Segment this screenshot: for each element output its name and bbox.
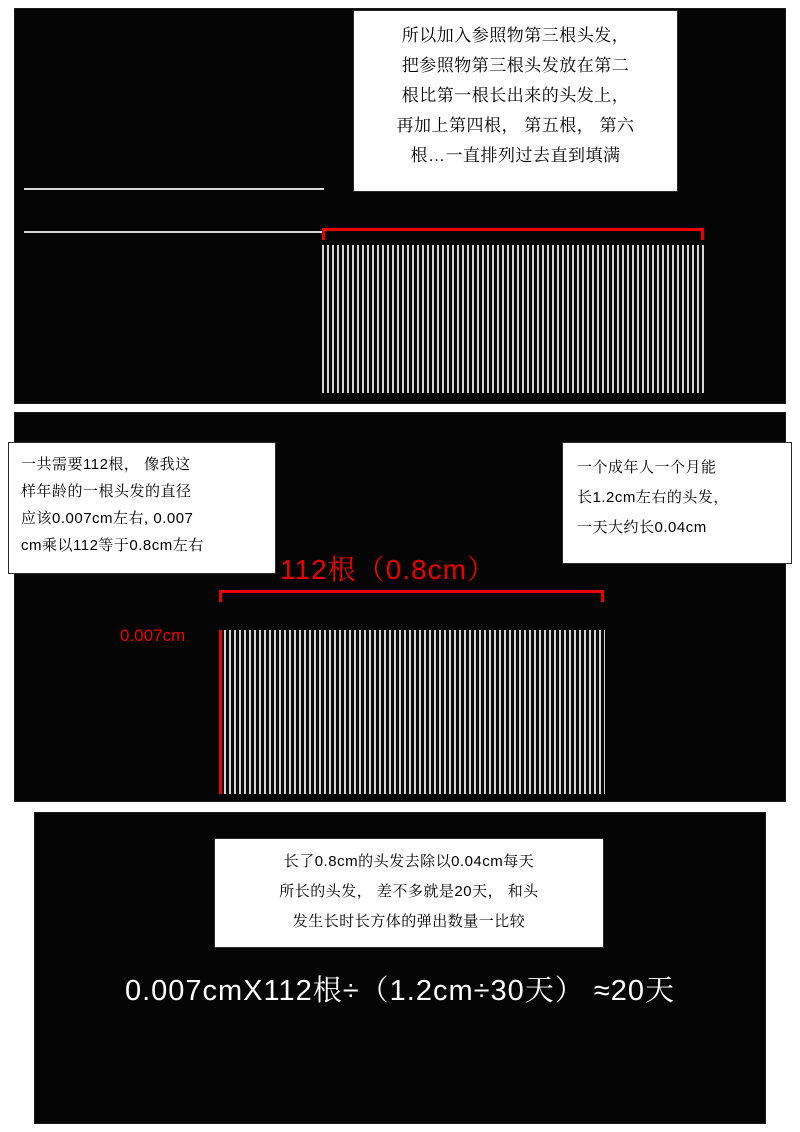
callout-bubble-right	[562, 442, 792, 564]
callout-line: 样年龄的一根头发的直径	[21, 483, 192, 500]
formula-text: 0.007cmX112根÷（1.2cm÷30天） ≈20天	[124, 975, 676, 1007]
callout-line: 一个成年人一个月能	[577, 459, 717, 476]
callout-line: 发生长时长方体的弹出数量一比较	[292, 913, 526, 930]
callout-line: 所以加入参照物第三根头发，	[401, 26, 630, 45]
hair-strand-stack-middle	[224, 630, 605, 794]
callout-line: 一天大约长0.04cm	[577, 519, 707, 536]
callout-line: 根…一直排列过去直到填满	[410, 146, 621, 165]
measurement-bracket-top	[322, 228, 704, 240]
reference-hair-line-1	[24, 188, 324, 190]
callout-line: 一共需要112根， 像我这	[21, 456, 191, 473]
callout-line: 根比第一根长出来的头发上，	[401, 86, 630, 105]
callout-line: 再加上第四根， 第五根， 第六	[396, 116, 635, 135]
hair-strand-stack-top	[322, 245, 704, 393]
callout-line: 长1.2cm左右的头发，	[577, 489, 729, 506]
diameter-label: 0.007cm	[120, 626, 186, 645]
callout-bubble-top	[353, 10, 678, 192]
callout-line: 把参照物第三根头发放在第二	[401, 56, 630, 75]
callout-bubble-left	[8, 442, 276, 574]
reference-hair-line-2	[24, 231, 324, 233]
diameter-marker-line	[219, 630, 222, 794]
callout-line: 应该0.007cm左右, 0.007	[21, 510, 194, 527]
count-label: 112根（0.8cm）	[280, 554, 496, 585]
callout-line: 长了0.8cm的头发去除以0.04cm每天	[283, 853, 535, 870]
measurement-bracket-middle	[219, 590, 604, 602]
callout-line: cm乘以112等于0.8cm左右	[21, 537, 204, 554]
callout-bubble-bottom	[214, 838, 604, 948]
callout-line: 所长的头发， 差不多就是20天， 和头	[279, 883, 539, 900]
